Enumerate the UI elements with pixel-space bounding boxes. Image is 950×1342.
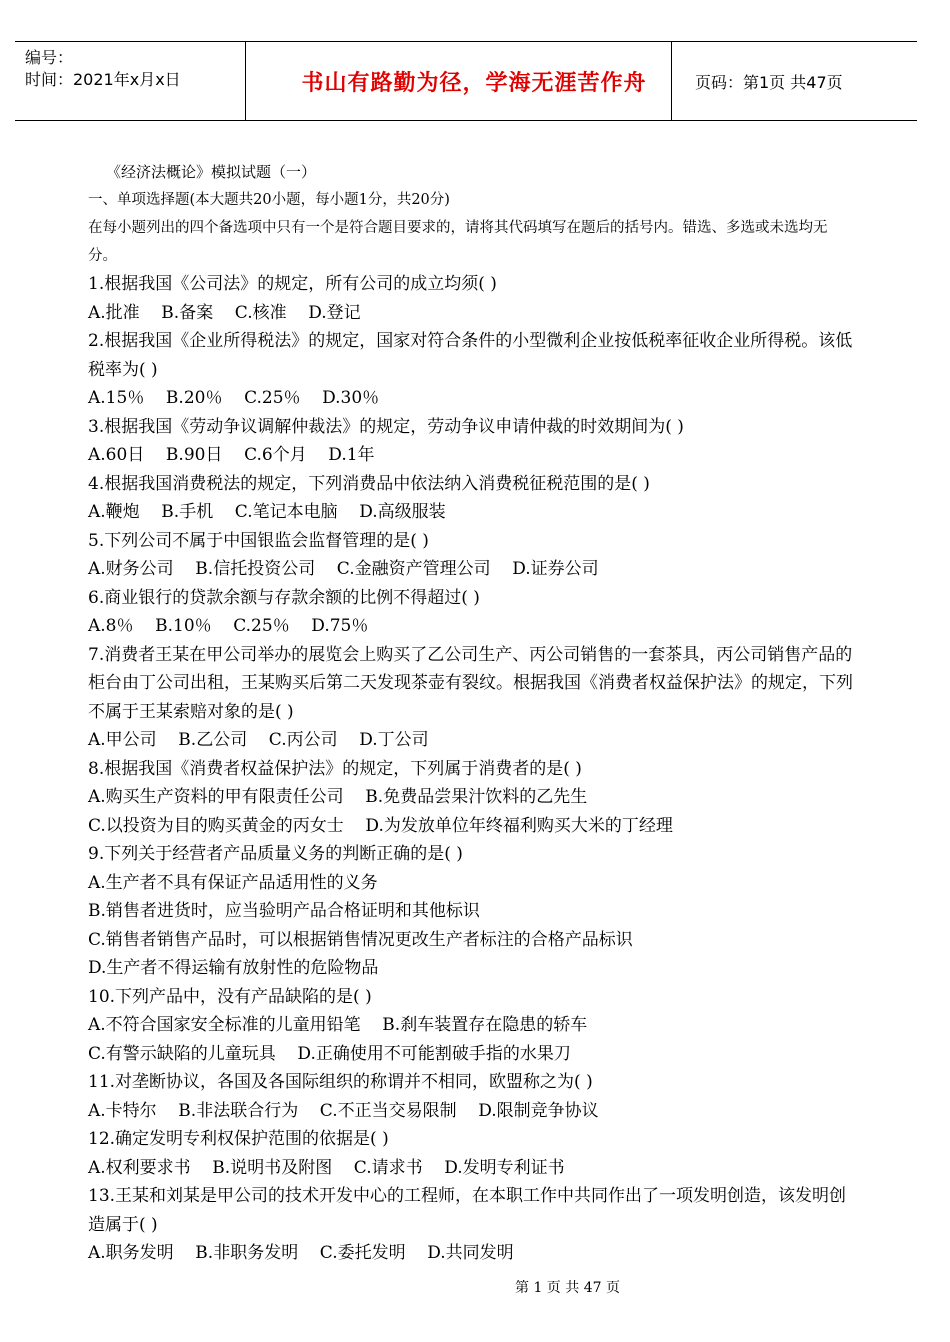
number-label: 编号：: [25, 48, 74, 67]
question-stem: 5.下列公司不属于中国银监会监督管理的是( ): [88, 530, 429, 551]
question-options: C.销售者销售产品时，可以根据销售情况更改生产者标注的合格产品标识: [88, 929, 633, 950]
question-options: A.卡特尔 B.非法联合行为 C.不正当交易限制 D.限制竞争协议: [88, 1100, 599, 1121]
header-motto: [263, 42, 685, 120]
question-stem: 9.下列关于经营者产品质量义务的判断正确的是( ): [88, 844, 463, 864]
header-divider: [245, 42, 246, 120]
question-stem: 4.根据我国消费税法的规定，下列消费品中依法纳入消费税征税范围的是( ): [88, 473, 650, 494]
header-table: [15, 41, 917, 121]
question-options: A.职务发明 B.非职务发明 C.委托发明 D.共同发明: [88, 1243, 514, 1263]
section-heading: 一、单项选择题(本大题共20小题，每小题1分，共20分): [88, 192, 450, 208]
question-options: A.不符合国家安全标准的儿童用铅笔 B.刹车装置存在隐患的轿车: [88, 1015, 588, 1035]
page-footer: [0, 1277, 950, 1297]
motto-text: 书山有路勤为径，学海无涯苦作舟: [301, 70, 647, 96]
question-options: D.生产者不得运输有放射性的危险物品: [88, 958, 379, 978]
question-options: A.购买生产资料的甲有限责任公司 B.免费品尝果汁饮料的乙先生: [88, 787, 588, 807]
question-options: A.60日 B.90日 C.6个月 D.1年: [88, 445, 375, 465]
question-options: A.生产者不具有保证产品适用性的义务: [88, 872, 378, 893]
question-stem: 3.根据我国《劳动争议调解仲裁法》的规定，劳动争议申请仲裁的时效期间为( ): [88, 416, 684, 437]
header-meta: [25, 47, 181, 91]
instructions: 在每小题列出的四个备选项中只有一个是符合题目要求的，请将其代码填写在题后的括号内。错选、多选或未选均无分。: [88, 220, 828, 264]
question-options: B.销售者进货时，应当验明产品合格证明和其他标识: [88, 901, 480, 921]
question-stem: 7.消费者王某在甲公司举办的展览会上购买了乙公司生产、丙公司销售的一套茶具，丙公司销售产品的柜台由丁公司出租，王某购买后第二天发现茶壶有裂纹。根据我国《消费者权益保护法》的规定，下列不属于王某索赔对象的是( ): [88, 644, 853, 722]
header-page-info: [695, 42, 843, 120]
question-stem: 13.王某和刘某是甲公司的技术开发中心的工程师，在本职工作中共同作出了一项发明创造，该发明创造属于( ): [88, 1186, 847, 1235]
page-info-text: 页码：第1页 共47页: [695, 72, 843, 92]
question-options: A.8％ B.10％ C.25％ D.75％: [88, 616, 369, 636]
time-label: 时间：2021年x月x日: [25, 70, 181, 89]
question-stem: 10.下列产品中，没有产品缺陷的是( ): [88, 986, 372, 1007]
footer-page-number: 第 1 页 共 47 页: [515, 1280, 620, 1296]
question-options: C.有警示缺陷的儿童玩具 D.正确使用不可能割破手指的水果刀: [88, 1043, 571, 1064]
question-stem: 1.根据我国《公司法》的规定，所有公司的成立均须( ): [88, 274, 497, 294]
document-title: 《经济法概论》模拟试题（一）: [106, 163, 317, 181]
question-stem: 11.对垄断协议，各国及各国际组织的称谓并不相同，欧盟称之为( ): [88, 1072, 593, 1092]
question-options: C.以投资为目的购买黄金的丙女士 D.为发放单位年终福利购买大米的丁经理: [88, 815, 673, 836]
question-options: A.15％ B.20％ C.25％ D.30％: [88, 388, 380, 408]
question-stem: 8.根据我国《消费者权益保护法》的规定，下列属于消费者的是( ): [88, 758, 582, 779]
question-options: A.甲公司 B.乙公司 C.丙公司 D.丁公司: [88, 730, 429, 750]
question-stem: 12.确定发明专利权保护范围的依据是( ): [88, 1129, 389, 1149]
question-options: A.批准 B.备案 C.核准 D.登记: [88, 302, 361, 323]
document-body: [88, 158, 858, 1268]
question-stem: 6.商业银行的贷款余额与存款余额的比例不得超过( ): [88, 587, 480, 608]
question-options: A.鞭炮 B.手机 C.笔记本电脑 D.高级服装: [88, 502, 446, 522]
question-options: A.财务公司 B.信托投资公司 C.金融资产管理公司 D.证券公司: [88, 559, 599, 579]
question-options: A.权利要求书 B.说明书及附图 C.请求书 D.发明专利证书: [88, 1157, 565, 1178]
question-stem: 2.根据我国《企业所得税法》的规定，国家对符合条件的小型微利企业按低税率征收企业所得税。该低税率为( ): [88, 331, 853, 380]
